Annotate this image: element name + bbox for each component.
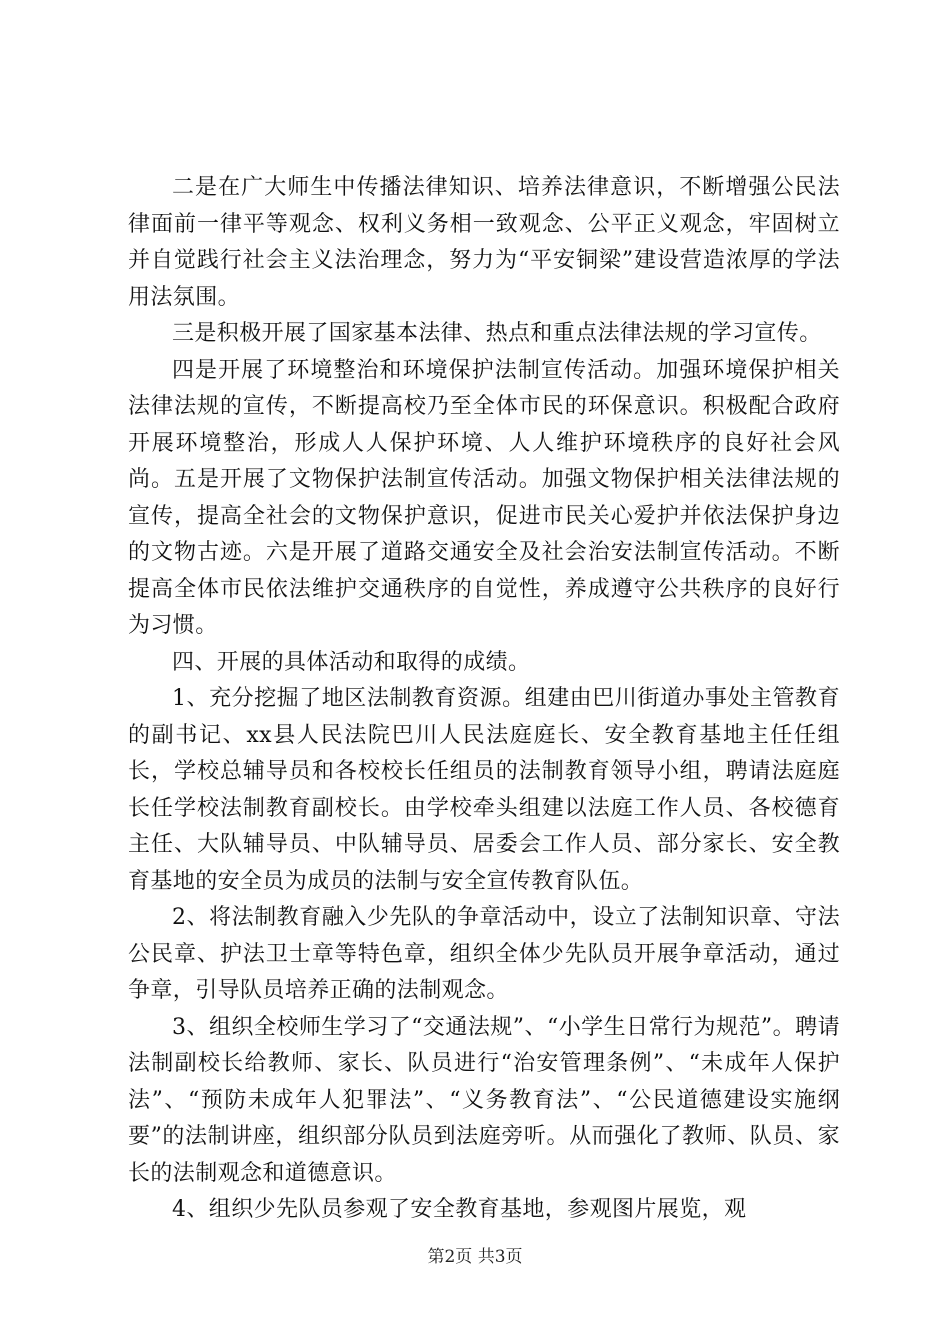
paragraph-item-3: 3、组织全校师生学习了“交通法规”、“小学生日常行为规范”。聘请法制副校长给教师、家长、队员进行“治安管理条例”、“未成年人保护法”、“预防未成年人犯罪法”、“义务教育法”、“公民道德建设实施纲要”的法制讲座，组织部分队员到法庭旁听。从而强化了教师、队员、家长的法制观念和道德意识。 [128, 1014, 840, 1186]
paragraph-item-1: 1、充分挖掘了地区法制教育资源。组建由巴川街道办事处主管教育的副书记、xx县人民法院巴川人民法庭庭长、安全教育基地主任任组长，学校总辅导员和各校校长任组员的法制教育领导小组，聘请法庭庭长任学校法制教育副校长。由学校牵头组建以法庭工作人员、各校德育主任、大队辅导员、中队辅导员、居委会工作人员、部分家长、安全教育基地的安全员为成员的法制与安全宣传教育队伍。 [128, 686, 840, 894]
document-body [128, 170, 840, 1229]
paragraph-item-4: 4、组织少先队员参观了安全教育基地，参观图片展览，观 [172, 1197, 747, 1222]
paragraph-law-study: 三是积极开展了国家基本法律、热点和重点法律法规的学习宣传。 [172, 321, 822, 346]
paragraph-legal-awareness: 二是在广大师生中传播法律知识、培养法律意识，不断增强公民法律面前一律平等观念、权利义务相一致观念、公平正义观念，牢固树立并自觉践行社会主义法治理念，努力为“平安铜梁”建设营造浓厚的学法用法氛围。 [128, 175, 840, 310]
paragraph-item-2: 2、将法制教育融入少先队的争章活动中，设立了法制知识章、守法公民章、护法卫士章等特色章，组织全体少先队员开展争章活动，通过争章，引导队员培养正确的法制观念。 [128, 905, 840, 1003]
section-heading-activities: 四、开展的具体活动和取得的成绩。 [172, 649, 531, 675]
page-footer: 第2页 共3页 [427, 1247, 523, 1267]
paragraph-environment-heritage-traffic: 四是开展了环境整治和环境保护法制宣传活动。加强环境保护相关法律法规的宣传，不断提高校乃至全体市民的环保意识。积极配合政府开展环境整治，形成人人保护环境、人人维护环境秩序的良好社会风尚。五是开展了文物保护法制宣传活动。加强文物保护相关法律法规的宣传，提高全社会的文物保护意识，促进市民关心爱护并依法保护身边的文物古迹。六是开展了道路交通安全及社会治安法制宣传活动。不断提高全体市民依法维护交通秩序的自觉性，养成遵守公共秩序的良好行为习惯。 [128, 357, 840, 638]
